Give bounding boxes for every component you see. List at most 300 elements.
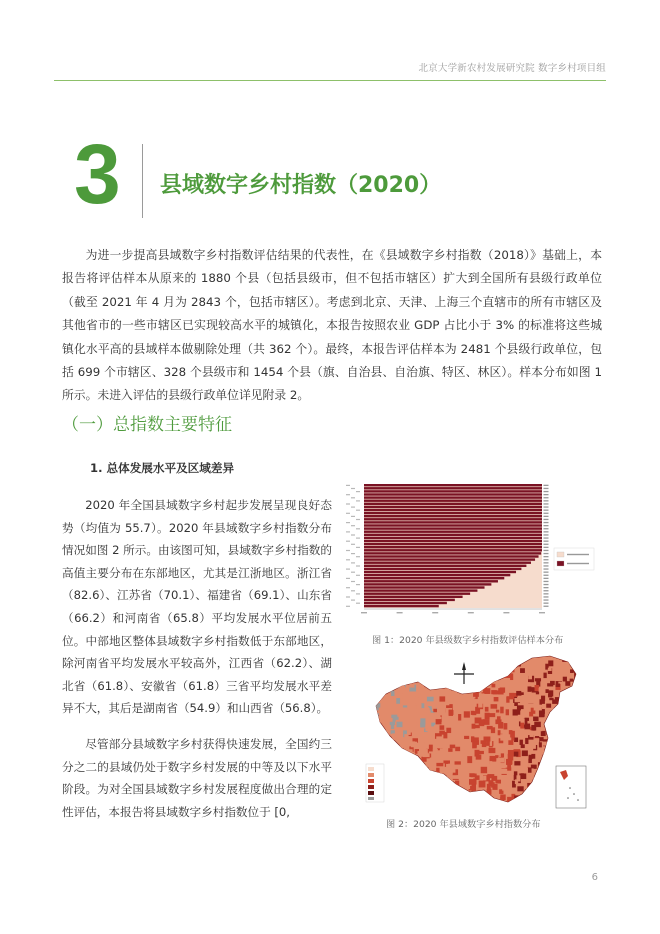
bar <box>364 586 485 588</box>
county-cell <box>466 786 470 789</box>
county-cell <box>440 725 445 730</box>
category-label-mark <box>346 522 350 523</box>
county-cell <box>565 681 570 686</box>
county-cell <box>491 727 495 733</box>
data-label-mark <box>544 584 549 585</box>
county-cell <box>489 713 495 717</box>
county-cell <box>533 738 539 744</box>
county-cell <box>481 731 486 735</box>
county-cell <box>506 791 510 795</box>
map-legend <box>366 764 384 802</box>
county-cell <box>466 697 471 702</box>
county-cell <box>533 662 539 667</box>
data-label-mark <box>544 519 549 520</box>
bar <box>364 543 542 545</box>
county-cell <box>450 735 455 739</box>
legend-swatch <box>557 552 564 557</box>
county-cell <box>472 784 476 791</box>
data-label-mark <box>544 578 549 579</box>
bar <box>364 506 542 508</box>
bar <box>364 568 521 570</box>
legend-label-mark <box>567 563 589 564</box>
county-cell <box>539 742 542 747</box>
county-cell <box>420 723 425 728</box>
county-cell <box>539 658 544 664</box>
county-cell <box>487 774 494 778</box>
county-cell <box>411 741 415 747</box>
header-divider <box>54 80 606 81</box>
county-cell <box>464 711 470 717</box>
category-label-mark <box>346 503 350 504</box>
data-label-mark <box>544 485 549 486</box>
county-cell <box>491 782 495 787</box>
county-cell <box>423 732 429 738</box>
county-cell <box>459 780 464 785</box>
body-paragraph-1: 2020 年全国县域数字乡村起步发展呈现良好态势（均值为 55.7）。2020 年县域数字乡村指数分布情况如图 2 所示。由该图可知，县域数字乡村指数的高值主要分布在东部地区，尤其是江浙地区。浙江省（82.6）、江苏省（70.1）、福建省（69.1）、山东省（66.2）和河南省（65.8）平均发展水平位居前五位。中部地区整体县域数字乡村指数低于东部地区，除河南省平均发展水平较高外，江西省（62.2）、湖北省（61.8）、安徽省（61.8）三省平均发展水平差异不大，其后是湖南省（54.9）和山西省（56.8）。 <box>62 498 332 716</box>
county-cell <box>529 755 533 759</box>
county-cell <box>458 714 461 721</box>
bar <box>364 534 542 536</box>
data-label-mark <box>544 606 549 607</box>
county-cell <box>521 773 524 776</box>
category-label-mark <box>356 538 360 539</box>
county-cell <box>491 690 497 694</box>
county-cell <box>509 730 513 734</box>
county-cell <box>514 703 518 706</box>
county-cell <box>522 686 528 690</box>
category-label-mark <box>351 534 355 535</box>
county-cell <box>534 704 540 710</box>
data-label-mark <box>544 537 549 538</box>
county-cell <box>437 750 440 756</box>
county-cell <box>442 738 447 745</box>
data-label-mark <box>544 497 549 498</box>
bar <box>364 484 542 486</box>
bar <box>364 574 510 576</box>
chapter-divider <box>142 144 143 218</box>
county-cell <box>515 779 518 784</box>
county-cell <box>486 741 490 746</box>
data-label-mark <box>544 562 549 563</box>
county-cell <box>481 767 487 773</box>
category-label-mark <box>356 528 360 529</box>
category-label-mark <box>356 491 360 492</box>
bar <box>364 552 541 554</box>
county-cell <box>539 688 543 692</box>
bar <box>364 527 542 529</box>
county-cell <box>521 714 525 719</box>
section-title: （一）总指数主要特征 <box>62 415 232 435</box>
legend-label-mark <box>567 554 589 555</box>
category-label-mark <box>346 494 350 495</box>
county-cell <box>520 692 523 695</box>
bar <box>364 599 455 601</box>
bar <box>364 518 542 520</box>
bar <box>364 524 542 526</box>
county-cell <box>534 722 541 727</box>
county-cell <box>500 734 505 740</box>
county-cell <box>514 738 518 742</box>
category-label-mark <box>346 559 350 560</box>
data-label-mark <box>544 581 549 582</box>
data-label-mark <box>544 553 549 554</box>
county-cell <box>429 745 433 752</box>
county-cell <box>541 700 545 704</box>
county-cell <box>524 682 531 686</box>
county-cell <box>404 734 408 738</box>
county-cell <box>427 697 434 702</box>
bar <box>364 596 463 598</box>
county-cell <box>397 722 403 728</box>
data-label-mark <box>544 556 549 557</box>
category-label-mark <box>351 525 355 526</box>
category-label-mark <box>351 562 355 563</box>
county-cell <box>382 708 387 711</box>
county-cell <box>501 753 504 757</box>
chapter-number: 3 <box>74 127 121 221</box>
category-label-mark <box>351 553 355 554</box>
county-cell <box>472 741 476 748</box>
county-cell <box>527 698 534 703</box>
county-cell <box>508 740 513 745</box>
county-cell <box>513 752 518 757</box>
county-cell <box>542 711 545 716</box>
category-label-mark <box>346 606 350 607</box>
bar <box>364 602 447 604</box>
category-label-mark <box>351 507 355 508</box>
county-cell <box>436 719 442 724</box>
county-cell <box>533 717 538 721</box>
bar <box>364 500 542 502</box>
county-cell <box>502 784 506 791</box>
county-cell <box>391 725 394 729</box>
county-cell <box>570 679 574 682</box>
bar <box>364 549 542 551</box>
category-label-mark <box>356 565 360 566</box>
county-cell <box>464 727 469 733</box>
data-label-mark <box>544 596 549 597</box>
county-cell <box>391 730 395 734</box>
county-cell <box>421 744 426 748</box>
data-label-mark <box>544 603 549 604</box>
county-cell <box>489 748 496 753</box>
county-cell <box>504 693 507 697</box>
county-cell <box>450 766 455 773</box>
county-cell <box>433 709 437 712</box>
bar <box>364 593 470 595</box>
county-cell <box>448 748 452 752</box>
county-cell <box>454 708 459 714</box>
county-cell <box>455 747 460 751</box>
county-cell <box>504 723 508 729</box>
county-cell <box>479 781 486 788</box>
county-cell <box>498 758 504 763</box>
category-label-mark <box>356 500 360 501</box>
county-cell <box>464 736 469 739</box>
bar <box>364 555 539 557</box>
county-cell <box>563 677 567 682</box>
x-tick-mark <box>361 612 367 613</box>
county-cell <box>401 708 407 712</box>
category-label-mark <box>356 584 360 585</box>
bar <box>364 521 542 523</box>
category-label-mark <box>356 593 360 594</box>
county-cell <box>521 709 524 713</box>
county-cell <box>555 684 560 687</box>
data-label-mark <box>544 599 549 600</box>
county-cell <box>434 725 437 731</box>
county-cell <box>410 706 417 712</box>
county-cell <box>533 694 538 698</box>
county-cell <box>410 692 416 696</box>
county-cell <box>491 704 498 708</box>
county-cell <box>528 759 532 763</box>
county-cell <box>436 768 439 772</box>
category-label-mark <box>346 541 350 542</box>
category-label-mark <box>346 587 350 588</box>
county-cell <box>396 729 401 734</box>
county-cell <box>425 728 429 731</box>
county-cell <box>500 687 505 692</box>
category-label-mark <box>351 488 355 489</box>
county-cell <box>501 779 504 785</box>
subsection-title: 1. 总体发展水平及区域差异 <box>90 461 235 475</box>
county-cell <box>388 718 392 722</box>
county-cell <box>514 775 517 780</box>
category-label-mark <box>356 519 360 520</box>
county-cell <box>465 749 471 756</box>
county-cell <box>511 720 518 724</box>
county-cell <box>468 721 472 724</box>
county-cell <box>506 709 509 715</box>
county-cell <box>548 660 553 666</box>
county-cell <box>570 669 573 673</box>
bar <box>364 562 531 564</box>
figure2-map <box>362 652 592 814</box>
county-cell <box>400 701 403 705</box>
bar <box>364 565 526 567</box>
county-cell <box>520 723 524 729</box>
county-cell <box>530 733 534 737</box>
county-cell <box>472 724 476 729</box>
county-cell <box>439 696 445 701</box>
county-cell <box>446 755 452 762</box>
data-label-mark <box>544 541 549 542</box>
county-cell <box>456 738 461 744</box>
county-cell <box>552 699 559 703</box>
county-cell <box>524 724 530 730</box>
bar <box>364 512 542 514</box>
county-cell <box>478 701 482 707</box>
legend-box <box>554 548 594 570</box>
county-cell <box>442 711 445 714</box>
category-label-mark <box>351 581 355 582</box>
bar <box>364 493 542 495</box>
county-cell <box>497 773 501 779</box>
bar <box>364 540 542 542</box>
category-label-mark <box>356 575 360 576</box>
data-label-mark <box>544 531 549 532</box>
county-cell <box>421 703 424 708</box>
data-label-mark <box>544 503 549 504</box>
county-cell <box>467 756 472 763</box>
county-cell <box>487 784 491 790</box>
county-cell <box>501 769 507 774</box>
county-cell <box>440 748 446 754</box>
data-label-mark <box>544 528 549 529</box>
bar <box>364 531 542 533</box>
data-label-mark <box>544 572 549 573</box>
county-cell <box>490 756 497 761</box>
data-label-mark <box>544 513 549 514</box>
county-cell <box>479 719 485 726</box>
county-cell <box>414 728 418 733</box>
body-column <box>62 494 332 836</box>
category-label-mark <box>351 600 355 601</box>
county-cell <box>444 715 448 722</box>
county-cell <box>414 698 418 703</box>
category-label-mark <box>351 516 355 517</box>
county-cell <box>436 763 443 766</box>
county-cell <box>461 749 466 753</box>
bar <box>364 583 491 585</box>
bar <box>364 487 542 489</box>
county-cell <box>500 707 503 714</box>
county-cell <box>495 719 501 724</box>
county-cell <box>396 698 400 704</box>
bar <box>364 580 498 582</box>
data-label-mark <box>544 494 549 495</box>
category-label-mark <box>346 569 350 570</box>
county-cell <box>494 697 499 701</box>
x-tick-mark <box>397 612 403 613</box>
county-cell <box>430 758 434 762</box>
data-label-mark <box>544 593 549 594</box>
bar <box>364 605 439 607</box>
county-cell <box>497 716 501 719</box>
county-cell <box>432 715 437 719</box>
county-cell <box>506 759 512 765</box>
category-label-mark <box>356 510 360 511</box>
county-cell <box>507 765 511 769</box>
county-cell <box>460 703 465 710</box>
category-label-mark <box>351 572 355 573</box>
x-tick-mark <box>503 612 509 613</box>
county-cell <box>443 732 447 738</box>
county-cell <box>452 722 457 728</box>
county-cell <box>472 711 476 715</box>
county-cell <box>391 691 394 696</box>
chapter-title: 县域数字乡村指数（2020） <box>160 173 442 198</box>
county-cell <box>514 710 520 715</box>
category-label-mark <box>346 596 350 597</box>
county-cell <box>417 705 421 709</box>
county-cell <box>476 754 482 759</box>
county-cell <box>418 738 425 743</box>
county-cell <box>436 736 442 741</box>
county-cell <box>522 750 528 756</box>
page-number: 6 <box>591 872 598 883</box>
data-label-mark <box>544 565 549 566</box>
body-paragraph-2: 尽管部分县域数字乡村获得快速发展，全国约三分之二的县域仍处于数字乡村发展的中等及以下水平阶段。为对全国县域数字乡村发展程度做出合理的定性评估，本报告将县域数字乡村指数位于 [0, <box>62 736 332 819</box>
county-cell <box>500 730 505 734</box>
county-cell <box>469 779 476 785</box>
category-label-mark <box>351 590 355 591</box>
category-label-mark <box>356 556 360 557</box>
county-cell <box>450 760 454 763</box>
data-label-mark <box>544 500 549 501</box>
x-tick-mark <box>468 612 474 613</box>
legend-swatch <box>557 561 564 566</box>
county-cell <box>524 764 527 769</box>
data-label-mark <box>544 544 549 545</box>
data-label-mark <box>544 522 549 523</box>
data-label-mark <box>544 506 549 507</box>
county-cell <box>529 687 534 691</box>
county-cell <box>483 737 490 742</box>
data-label-mark <box>544 516 549 517</box>
county-cell <box>485 707 489 712</box>
data-label-mark <box>544 510 549 511</box>
county-cell <box>393 715 396 721</box>
bar <box>364 537 542 539</box>
county-cell <box>529 712 533 717</box>
county-cell <box>437 692 442 696</box>
county-cell <box>449 710 453 716</box>
bar <box>364 571 516 573</box>
county-cell <box>515 682 520 688</box>
county-cell <box>531 765 537 769</box>
data-label-mark <box>544 547 549 548</box>
county-cell <box>457 775 460 779</box>
x-tick-mark <box>432 612 438 613</box>
bar <box>364 546 542 548</box>
county-cell <box>462 743 465 748</box>
county-cell <box>416 722 420 725</box>
data-label-mark <box>544 488 549 489</box>
figure1-chart <box>342 478 602 618</box>
bar <box>364 589 477 591</box>
county-cell <box>425 707 429 711</box>
bar <box>364 490 542 492</box>
figure2-caption: 图 2：2020 年县域数字乡村指数分布 <box>386 819 541 830</box>
county-cell <box>467 767 474 773</box>
county-cell <box>409 717 413 722</box>
category-label-mark <box>346 513 350 514</box>
county-cell <box>535 685 539 691</box>
bar <box>364 558 535 560</box>
county-cell <box>550 681 555 685</box>
county-cell <box>407 729 410 735</box>
category-label-mark <box>351 544 355 545</box>
county-cell <box>492 684 496 688</box>
county-cell <box>546 704 551 708</box>
county-cell <box>542 704 546 709</box>
county-cell <box>506 696 509 703</box>
county-cell <box>419 695 422 698</box>
county-cell <box>471 774 477 778</box>
bar <box>364 496 542 498</box>
data-label-mark <box>544 534 549 535</box>
county-cell <box>458 722 464 728</box>
county-cell <box>545 689 548 693</box>
county-cell <box>505 684 509 691</box>
category-label-mark <box>351 497 355 498</box>
county-cell <box>448 692 452 696</box>
category-label-mark <box>356 603 360 604</box>
figure1-caption: 图 1：2020 年县级数字乡村指数评估样本分布 <box>372 635 564 646</box>
x-tick-mark <box>539 612 545 613</box>
